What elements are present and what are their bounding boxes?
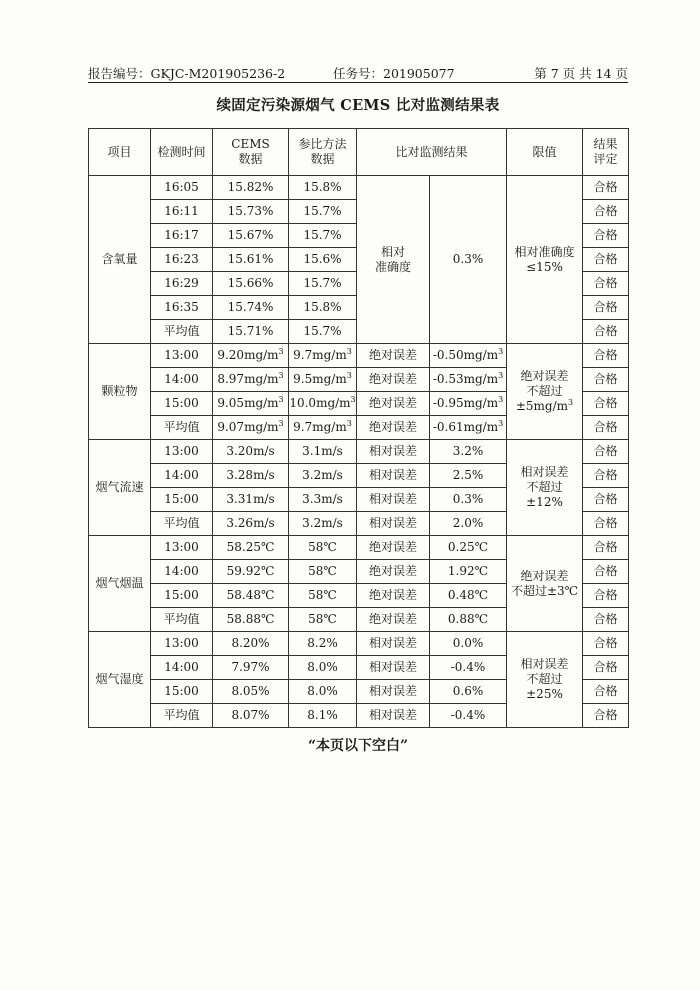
cell-evaluation: 合格	[583, 392, 629, 416]
cell-reference: 15.8%	[289, 176, 357, 200]
cell-result: 0.48℃	[430, 584, 507, 608]
cell-evaluation: 合格	[583, 680, 629, 704]
cell-cems: $9.20mg/m^3$	[213, 344, 289, 368]
cell-evaluation: 合格	[583, 584, 629, 608]
cell-time: 16:23	[151, 248, 213, 272]
report-number: 报告编号：GKJC-M201905236-2	[88, 66, 286, 81]
cell-reference: 58℃	[289, 584, 357, 608]
cell-evaluation: 合格	[583, 440, 629, 464]
cell-limit: 相对误差 不超过 ±25%	[507, 632, 583, 728]
cell-evaluation: 合格	[583, 536, 629, 560]
item-flue-temperature: 烟气烟温	[89, 536, 151, 632]
cell-time: 平均值	[151, 512, 213, 536]
cell-evaluation: 合格	[583, 656, 629, 680]
header-comparison: 比对监测结果	[357, 129, 507, 176]
cell-reference: 8.0%	[289, 680, 357, 704]
cell-time: 13:00	[151, 536, 213, 560]
cell-result: 3.2%	[430, 440, 507, 464]
cell-method: 相对误差	[357, 464, 430, 488]
cell-method: 相对误差	[357, 512, 430, 536]
header-evaluation: 结果 评定	[583, 129, 629, 176]
cell-method: 绝对误差	[357, 368, 430, 392]
cell-reference: 15.6%	[289, 248, 357, 272]
cell-limit: 绝对误差 不超过 $\pm 5mg/m^3$	[507, 344, 583, 440]
cell-time: 15:00	[151, 392, 213, 416]
page-number: 第 7 页 共 14 页	[534, 66, 628, 81]
cell-evaluation: 合格	[583, 176, 629, 200]
cell-evaluation: 合格	[583, 368, 629, 392]
cell-result: 0.25℃	[430, 536, 507, 560]
cell-evaluation: 合格	[583, 344, 629, 368]
cell-evaluation: 合格	[583, 488, 629, 512]
cell-result: 0.3%	[430, 488, 507, 512]
cell-time: 15:00	[151, 488, 213, 512]
item-oxygen: 含氧量	[89, 176, 151, 344]
header-time: 检测时间	[151, 129, 213, 176]
cell-result: 0.88℃	[430, 608, 507, 632]
cell-reference: 8.1%	[289, 704, 357, 728]
cell-reference: 15.7%	[289, 272, 357, 296]
cell-cems: 3.28m/s	[213, 464, 289, 488]
cell-cems: 3.31m/s	[213, 488, 289, 512]
cell-reference: $9.7mg/m^3$	[289, 344, 357, 368]
cell-method: 绝对误差	[357, 560, 430, 584]
cell-evaluation: 合格	[583, 512, 629, 536]
cell-reference: 3.2m/s	[289, 464, 357, 488]
cell-method: 相对误差	[357, 440, 430, 464]
cell-cems: 58.88℃	[213, 608, 289, 632]
cell-result: 2.5%	[430, 464, 507, 488]
cell-method: 绝对误差	[357, 584, 430, 608]
cell-method: 绝对误差	[357, 536, 430, 560]
item-flow-velocity: 烟气流速	[89, 440, 151, 536]
cell-result: 2.0%	[430, 512, 507, 536]
cell-result: -0.4%	[430, 656, 507, 680]
item-flue-humidity: 烟气湿度	[89, 632, 151, 728]
cell-reference: $10.0mg/m^3$	[289, 392, 357, 416]
cell-cems: 15.73%	[213, 200, 289, 224]
cell-cems: $9.05mg/m^3$	[213, 392, 289, 416]
cell-time: 15:00	[151, 680, 213, 704]
cell-evaluation: 合格	[583, 224, 629, 248]
page-header	[88, 62, 628, 82]
cell-cems: $8.97mg/m^3$	[213, 368, 289, 392]
cell-time: 16:11	[151, 200, 213, 224]
cell-reference: 8.0%	[289, 656, 357, 680]
cell-time: 16:35	[151, 296, 213, 320]
cell-cems: $9.07mg/m^3$	[213, 416, 289, 440]
cell-time: 平均值	[151, 608, 213, 632]
cell-reference: $9.7mg/m^3$	[289, 416, 357, 440]
cell-evaluation: 合格	[583, 608, 629, 632]
cell-evaluation: 合格	[583, 560, 629, 584]
cell-reference: 15.8%	[289, 296, 357, 320]
cell-cems: 8.20%	[213, 632, 289, 656]
cell-time: 平均值	[151, 416, 213, 440]
table-row	[89, 536, 629, 560]
cell-time: 14:00	[151, 656, 213, 680]
cell-result: $-0.61mg/m^3$	[430, 416, 507, 440]
blank-below-note: “本页以下空白”	[307, 738, 409, 754]
cell-cems: 8.07%	[213, 704, 289, 728]
cell-method: 相对误差	[357, 680, 430, 704]
item-particulate: 颗粒物	[89, 344, 151, 440]
cell-time: 16:17	[151, 224, 213, 248]
cell-result: $-0.50mg/m^3$	[430, 344, 507, 368]
cell-time: 14:00	[151, 560, 213, 584]
cell-cems: 7.97%	[213, 656, 289, 680]
task-number: 任务号：201905077	[333, 66, 455, 81]
cell-reference: 58℃	[289, 608, 357, 632]
cell-method: 绝对误差	[357, 392, 430, 416]
header-cems: CEMS 数据	[213, 129, 289, 176]
cell-cems: 58.48℃	[213, 584, 289, 608]
cell-evaluation: 合格	[583, 272, 629, 296]
header-item: 项目	[89, 129, 151, 176]
cell-result: 0.6%	[430, 680, 507, 704]
cell-limit: 绝对误差 不超过±3℃	[507, 536, 583, 632]
table-header-row	[89, 129, 629, 176]
cell-evaluation: 合格	[583, 248, 629, 272]
cell-method: 绝对误差	[357, 416, 430, 440]
cell-reference: $9.5mg/m^3$	[289, 368, 357, 392]
cell-time: 平均值	[151, 704, 213, 728]
cell-time: 16:05	[151, 176, 213, 200]
cell-result: 1.92℃	[430, 560, 507, 584]
cell-cems: 15.66%	[213, 272, 289, 296]
cell-evaluation: 合格	[583, 632, 629, 656]
cell-method: 相对误差	[357, 488, 430, 512]
cell-evaluation: 合格	[583, 704, 629, 728]
cell-reference: 3.1m/s	[289, 440, 357, 464]
cell-evaluation: 合格	[583, 464, 629, 488]
table-row	[89, 344, 629, 368]
table-row	[89, 176, 629, 200]
cell-cems: 59.92℃	[213, 560, 289, 584]
cell-method: 绝对误差	[357, 608, 430, 632]
cell-cems: 15.67%	[213, 224, 289, 248]
cell-reference: 3.3m/s	[289, 488, 357, 512]
cell-result: $-0.95mg/m^3$	[430, 392, 507, 416]
table-row	[89, 440, 629, 464]
table-row	[89, 632, 629, 656]
cell-reference: 58℃	[289, 560, 357, 584]
cell-cems: 15.61%	[213, 248, 289, 272]
cell-method: 绝对误差	[357, 344, 430, 368]
header-limit: 限值	[507, 129, 583, 176]
cell-reference: 58℃	[289, 536, 357, 560]
cell-cems: 3.20m/s	[213, 440, 289, 464]
cell-time: 15:00	[151, 584, 213, 608]
cell-time: 13:00	[151, 344, 213, 368]
header-reference: 参比方法 数据	[289, 129, 357, 176]
cell-reference: 15.7%	[289, 200, 357, 224]
cell-reference: 15.7%	[289, 320, 357, 344]
cell-cems: 3.26m/s	[213, 512, 289, 536]
cell-cems: 15.71%	[213, 320, 289, 344]
cell-method: 相对误差	[357, 632, 430, 656]
cell-time: 14:00	[151, 464, 213, 488]
cell-method: 相对误差	[357, 656, 430, 680]
cell-evaluation: 合格	[583, 200, 629, 224]
cell-result: $-0.53mg/m^3$	[430, 368, 507, 392]
cell-result: -0.4%	[430, 704, 507, 728]
cell-time: 平均值	[151, 320, 213, 344]
cell-reference: 3.2m/s	[289, 512, 357, 536]
cell-time: 16:29	[151, 272, 213, 296]
cell-evaluation: 合格	[583, 320, 629, 344]
cell-evaluation: 合格	[583, 416, 629, 440]
cems-comparison-table	[88, 128, 629, 728]
cell-cems: 15.82%	[213, 176, 289, 200]
cell-cems: 58.25℃	[213, 536, 289, 560]
table-title: 续固定污染源烟气 CEMS 比对监测结果表	[216, 97, 500, 114]
cell-limit: 相对误差 不超过 ±12%	[507, 440, 583, 536]
cell-reference: 15.7%	[289, 224, 357, 248]
cell-method: 相对误差	[357, 704, 430, 728]
cell-result: 0.3%	[430, 176, 507, 344]
cell-time: 13:00	[151, 440, 213, 464]
cell-method: 相对 准确度	[357, 176, 430, 344]
cell-cems: 8.05%	[213, 680, 289, 704]
cell-evaluation: 合格	[583, 296, 629, 320]
cell-reference: 8.2%	[289, 632, 357, 656]
cell-time: 14:00	[151, 368, 213, 392]
cell-limit: 相对准确度 ≤15%	[507, 176, 583, 344]
cell-time: 13:00	[151, 632, 213, 656]
cell-cems: 15.74%	[213, 296, 289, 320]
header-divider	[88, 82, 628, 83]
cell-result: 0.0%	[430, 632, 507, 656]
